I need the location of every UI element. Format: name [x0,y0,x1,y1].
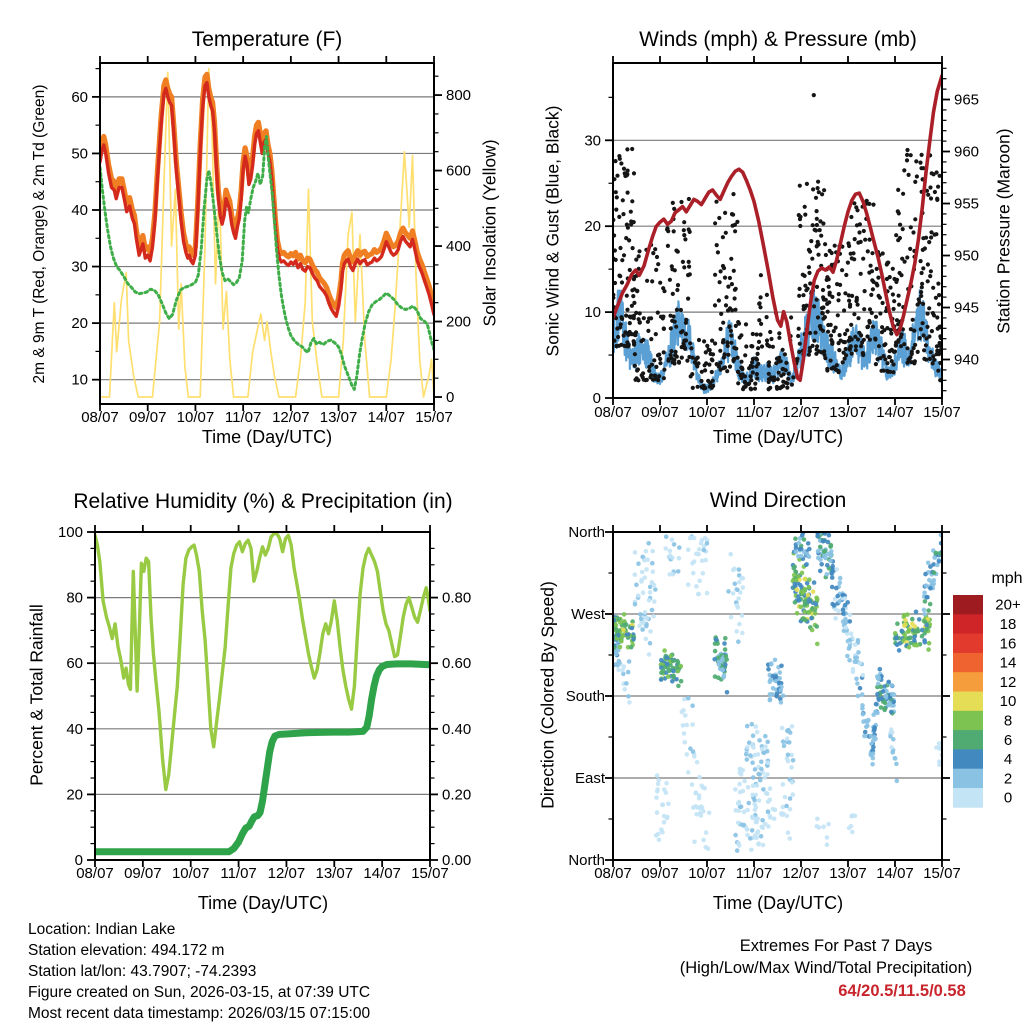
svg-text:15/07: 15/07 [923,404,961,421]
station-location: Location: Indian Lake [28,921,176,938]
svg-text:14/07: 14/07 [876,865,914,882]
svg-text:15/07: 15/07 [415,409,453,426]
svg-text:10/07: 10/07 [688,404,726,421]
colorbar-title: mph [991,570,1023,587]
svg-text:945: 945 [954,299,980,317]
station-latlon: Station lat/lon: 43.7907; -74.2393 [28,963,257,980]
svg-text:0: 0 [1003,789,1013,807]
svg-text:40: 40 [66,720,83,738]
svg-text:800: 800 [446,87,472,105]
svg-text:10/07: 10/07 [176,409,215,426]
wind-direction-panel-title: Wind Direction [709,489,847,512]
svg-text:12/07: 12/07 [782,404,820,421]
svg-text:0.80: 0.80 [442,589,472,607]
svg-text:30: 30 [584,132,601,150]
extremes-values: 64/20.5/11.5/0.58 [838,982,966,1000]
svg-text:100: 100 [57,524,83,541]
svg-text:10/07: 10/07 [688,865,726,882]
svg-text:600: 600 [446,162,472,180]
svg-text:14/07: 14/07 [367,409,406,426]
svg-text:8: 8 [1003,712,1013,730]
svg-text:15/07: 15/07 [411,865,449,882]
svg-text:0: 0 [592,390,601,407]
svg-text:965: 965 [954,91,980,109]
svg-text:0.60: 0.60 [442,655,472,673]
svg-text:10: 10 [71,371,88,389]
svg-text:09/07: 09/07 [641,865,679,882]
svg-text:09/07: 09/07 [128,409,167,426]
humidity-xaxis-label: Time (Day/UTC) [197,893,329,913]
svg-text:11/07: 11/07 [735,404,773,421]
station-info [28,919,370,1024]
svg-text:13/07: 13/07 [319,409,358,426]
svg-text:08/07: 08/07 [594,404,632,421]
temperature-yaxis-right-label: Solar Insolation (Yellow) [479,139,500,327]
winds-xaxis-label: Time (Day/UTC) [712,427,844,447]
svg-text:West: West [571,606,605,624]
winds-pressure-panel-title: Winds (mph) & Pressure (mb) [639,28,917,51]
svg-text:10: 10 [584,304,601,322]
svg-text:20+: 20+ [995,596,1021,614]
svg-text:0: 0 [446,389,455,407]
data-timestamp: Most recent data timestamp: 2026/03/15 07:15:00 [28,1005,371,1022]
figure-created: Figure created on Sun, 2026-03-15, at 07:39 UTC [28,984,371,1001]
svg-text:50: 50 [71,145,88,163]
svg-text:955: 955 [954,195,980,213]
svg-text:14: 14 [999,654,1017,672]
svg-text:08/07: 08/07 [76,865,114,882]
svg-text:10: 10 [999,693,1017,711]
svg-text:20: 20 [71,315,88,333]
svg-text:6: 6 [1003,731,1013,749]
svg-text:15/07: 15/07 [923,865,961,882]
svg-text:950: 950 [954,247,980,265]
svg-text:10/07: 10/07 [171,865,210,882]
svg-text:0.20: 0.20 [442,786,472,804]
svg-text:200: 200 [446,313,472,331]
temperature-panel-title: Temperature (F) [191,28,343,51]
winds-yaxis-right-label: Station Pressure (Maroon) [993,128,1014,334]
svg-text:13/07: 13/07 [829,404,867,421]
svg-text:14/07: 14/07 [363,865,401,882]
svg-text:0.40: 0.40 [442,720,472,738]
svg-text:0: 0 [74,852,83,869]
svg-text:North: North [568,852,605,869]
svg-text:09/07: 09/07 [124,865,162,882]
svg-text:13/07: 13/07 [315,865,354,882]
svg-text:12/07: 12/07 [272,409,310,426]
station-elevation: Station elevation: 494.172 m [28,942,225,959]
extremes-subtitle: (High/Low/Max Wind/Total Precipitation) [679,959,973,977]
svg-text:20: 20 [584,218,601,236]
svg-text:08/07: 08/07 [594,865,632,882]
svg-text:12/07: 12/07 [782,865,820,882]
svg-text:09/07: 09/07 [641,404,679,421]
svg-text:East: East [574,770,605,788]
svg-text:South: South [565,688,605,706]
svg-text:0.00: 0.00 [442,852,472,869]
svg-text:12: 12 [999,673,1017,691]
svg-text:11/07: 11/07 [735,865,773,882]
temperature-xaxis-label: Time (Day/UTC) [201,427,333,447]
svg-text:13/07: 13/07 [829,865,867,882]
svg-text:18: 18 [999,615,1017,633]
svg-text:40: 40 [71,201,88,219]
svg-text:960: 960 [954,143,980,161]
humidity-precip-panel-title: Relative Humidity (%) & Precipitation (in) [73,490,453,513]
svg-text:60: 60 [71,88,88,106]
wind-direction-xaxis-label: Time (Day/UTC) [712,893,844,913]
svg-text:08/07: 08/07 [81,409,119,426]
svg-text:4: 4 [1003,751,1013,769]
svg-text:940: 940 [954,351,980,369]
svg-text:14/07: 14/07 [876,404,914,421]
svg-text:20: 20 [66,786,83,804]
humidity-yaxis-left-label: Percent & Total Rainfall [26,604,47,786]
svg-text:60: 60 [66,655,83,673]
svg-text:12/07: 12/07 [267,865,306,882]
svg-text:11/07: 11/07 [220,865,257,882]
wind-direction-yaxis-label: Direction (Colored By Speed) [537,581,558,809]
svg-text:16: 16 [999,635,1017,653]
svg-text:80: 80 [66,589,83,607]
extremes-title: Extremes For Past 7 Days [739,937,933,955]
winds-yaxis-left-label: Sonic Wind & Gust (Blue, Black) [542,105,563,357]
temperature-yaxis-left-label: 2m & 9m T (Red, Orange) & 2m Td (Green) [31,84,48,384]
svg-text:30: 30 [71,258,88,276]
svg-text:400: 400 [446,238,472,256]
svg-text:2: 2 [1003,770,1013,788]
svg-text:11/07: 11/07 [224,409,262,426]
svg-text:North: North [568,524,605,542]
